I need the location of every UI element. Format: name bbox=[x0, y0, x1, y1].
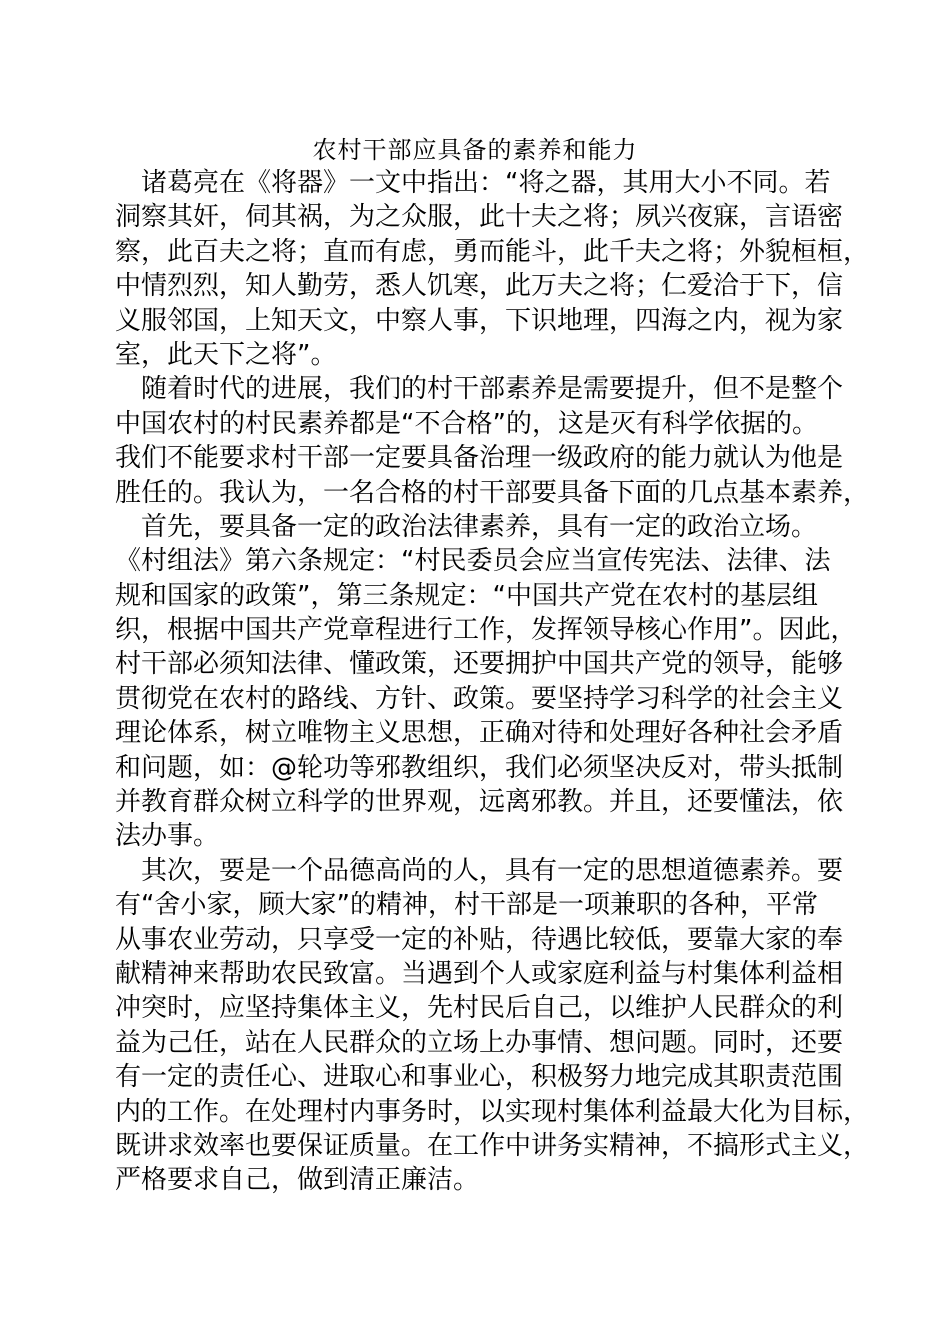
body-line: 中情烈烈，知人勤劳，悉人饥寒，此万夫之将；仁爱洽于下，信 bbox=[115, 271, 844, 302]
body-line: 冲突时，应坚持集体主义，先村民后自己，以维护人民群众的利 bbox=[115, 993, 844, 1024]
body-line: 有“舍小家，顾大家”的精神，村干部是一项兼职的各种，平常 bbox=[115, 890, 818, 921]
body-line: 献精神来帮助农民致富。当遇到个人或家庭利益与村集体利益相 bbox=[115, 958, 844, 989]
body-line: 既讲求效率也要保证质量。在工作中讲务实精神，不搞形式主义， bbox=[115, 1130, 870, 1161]
body-line: 有一定的责任心、进取心和事业心，积极努力地完成其职责范围 bbox=[115, 1062, 844, 1093]
body-line: 贯彻党在农村的路线、方针、政策。要坚持学习科学的社会主义 bbox=[115, 683, 844, 714]
body-line: 首先，要具备一定的政治法律素养，具有一定的政治立场。 bbox=[115, 511, 818, 542]
body-line: 和问题，如：@轮功等邪教组织，我们必须坚决反对，带头抵制 bbox=[115, 752, 844, 783]
body-line: 义服邻国，上知天文，中察人事，下识地理，四海之内，视为家 bbox=[115, 305, 844, 336]
body-line: 其次，要是一个品德高尚的人，具有一定的思想道德素养。要 bbox=[115, 855, 844, 886]
body-line: 理论体系，树立唯物主义思想，正确对待和处理好各种社会矛盾 bbox=[115, 718, 844, 749]
body-line: 诸葛亮在《将器》一文中指出：“将之器，其用大小不同。若 bbox=[115, 168, 831, 198]
body-line: 村干部必须知法律、懂政策，还要拥护中国共产党的领导，能够 bbox=[115, 649, 844, 680]
body-line: 胜任的。我认为，一名合格的村干部要具备下面的几点基本素养， bbox=[115, 477, 870, 508]
body-line: 内的工作。在处理村内事务时，以实现村集体利益最大化为目标， bbox=[115, 1096, 870, 1127]
body-line: 严格要求自己，做到清正廉洁。 bbox=[115, 1165, 480, 1196]
body-line: 洞察其奸，伺其祸，为之众服，此十夫之将；夙兴夜寐，言语密 bbox=[115, 202, 844, 233]
body-line: 室，此天下之将”。 bbox=[115, 339, 337, 370]
body-line: 从事农业劳动，只享受一定的补贴，待遇比较低，要靠大家的奉 bbox=[115, 924, 844, 955]
body-line: 法办事。 bbox=[115, 821, 220, 852]
body-line: 我们不能要求村干部一定要具备治理一级政府的能力就认为他是 bbox=[115, 443, 844, 474]
document-body bbox=[115, 166, 870, 1198]
body-line: 织，根据中国共产党章程进行工作，发挥领导核心作用”。因此， bbox=[115, 615, 857, 646]
document-title: 农村干部应具备的素养和能力 bbox=[312, 136, 638, 164]
body-line: 《村组法》第六条规定：“村民委员会应当宣传宪法、法律、法 bbox=[115, 546, 831, 577]
body-line: 察，此百夫之将；直而有虑，勇而能斗，此千夫之将；外貌桓桓， bbox=[115, 236, 870, 267]
body-line: 并教育群众树立科学的世界观，远离邪教。并且，还要懂法，依 bbox=[115, 787, 844, 818]
body-line: 随着时代的进展，我们的村干部素养是需要提升，但不是整个 bbox=[115, 374, 844, 405]
body-line: 规和国家的政策”，第三条规定：“中国共产党在农村的基层组 bbox=[115, 580, 818, 611]
body-line: 益为己任，站在人民群众的立场上办事情、想问题。同时，还要 bbox=[115, 1027, 844, 1058]
body-line: 中国农村的村民素养都是“不合格”的，这是灭有科学依据的。 bbox=[115, 408, 818, 439]
